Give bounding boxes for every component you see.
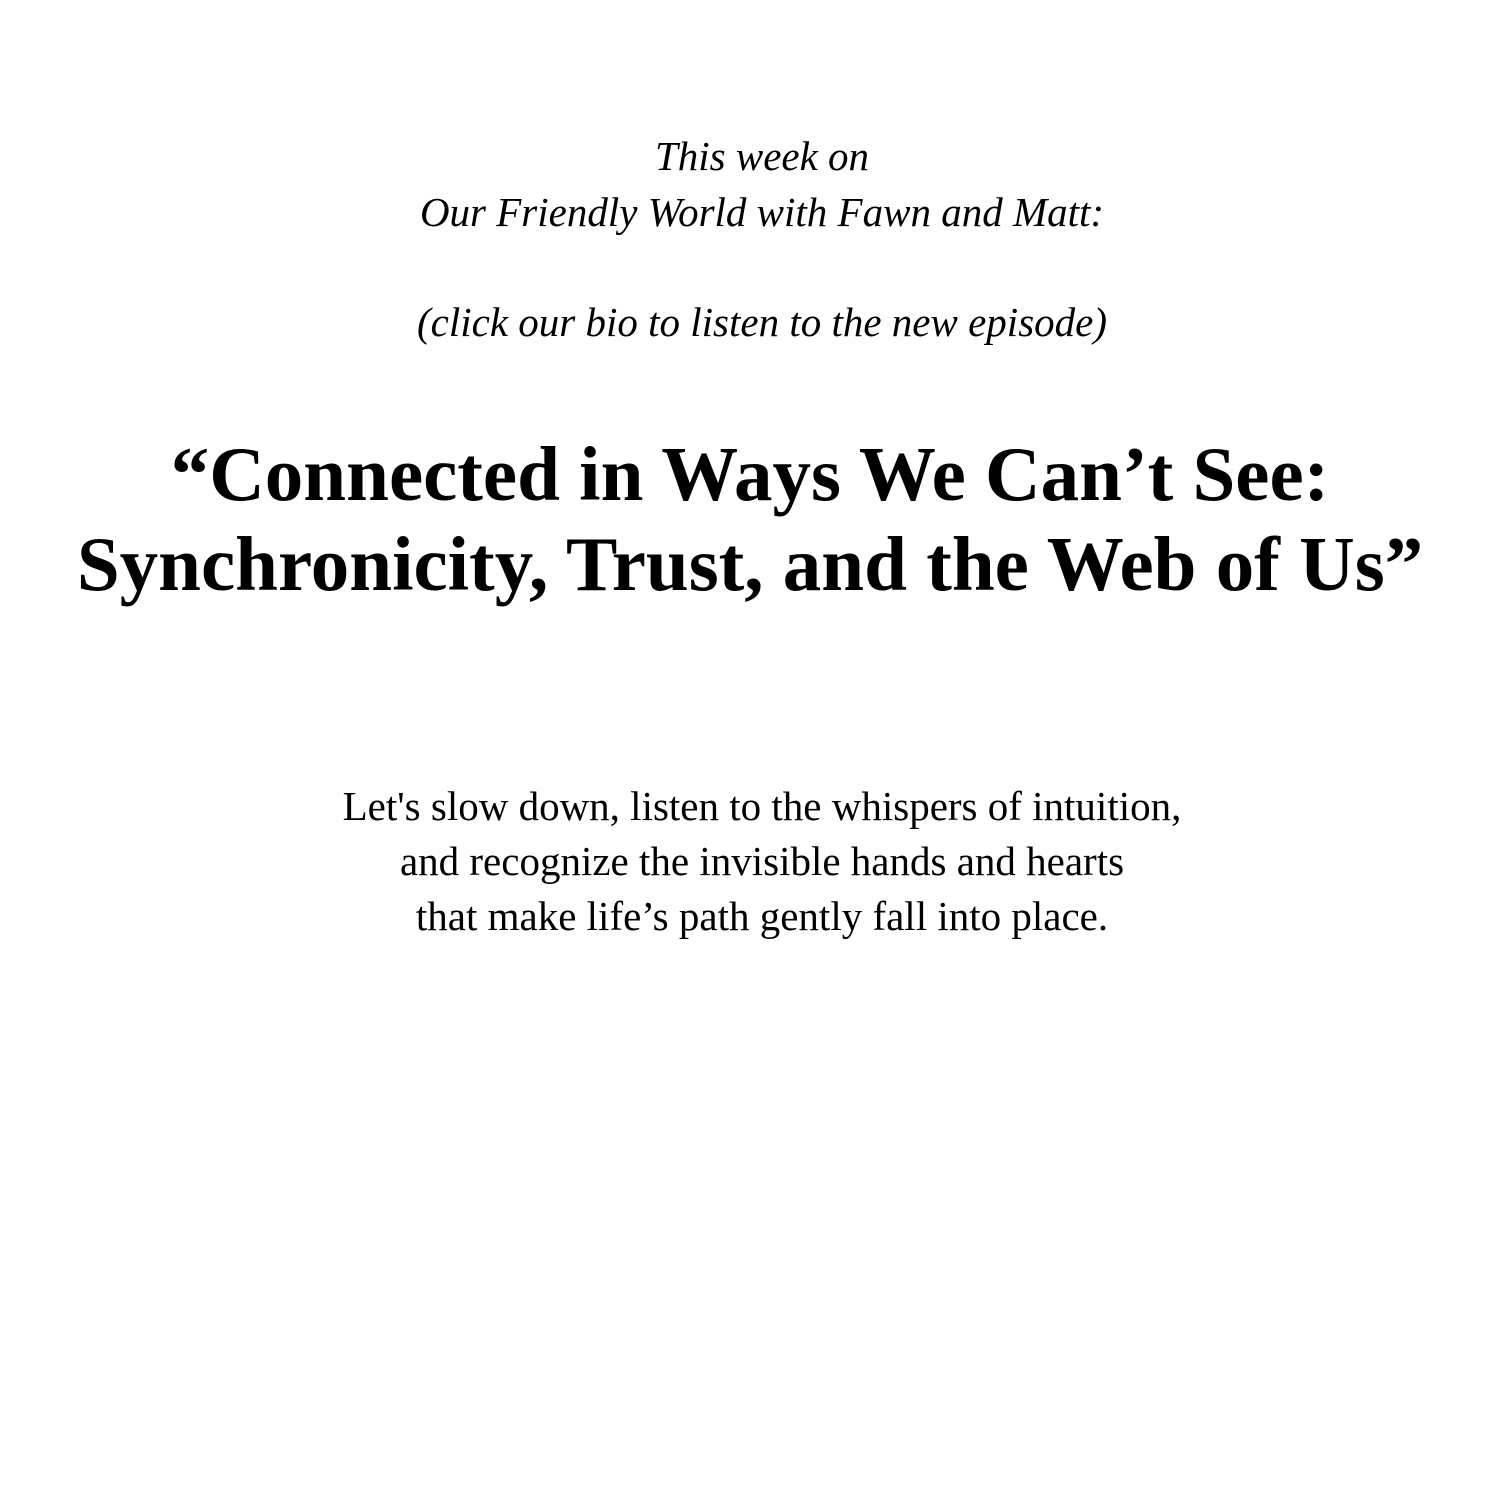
description-line-1: Let's slow down, listen to the whispers of intuition,: [342, 783, 1182, 829]
show-name: Our Friendly World with Fawn and Matt:: [419, 189, 1105, 235]
description-line-2: and recognize the invisible hands and hearts: [399, 838, 1125, 884]
listen-cta: (click our bio to listen to the new episode): [416, 299, 1107, 345]
intro-line-1: This week on: [654, 133, 870, 179]
description-line-3: that make life’s path gently fall into place.: [415, 893, 1109, 939]
episode-title-line-1: “Connected in Ways We Can’t See:: [170, 431, 1330, 517]
episode-title-line-2: Synchronicity, Trust, and the Web of Us”: [76, 521, 1424, 607]
